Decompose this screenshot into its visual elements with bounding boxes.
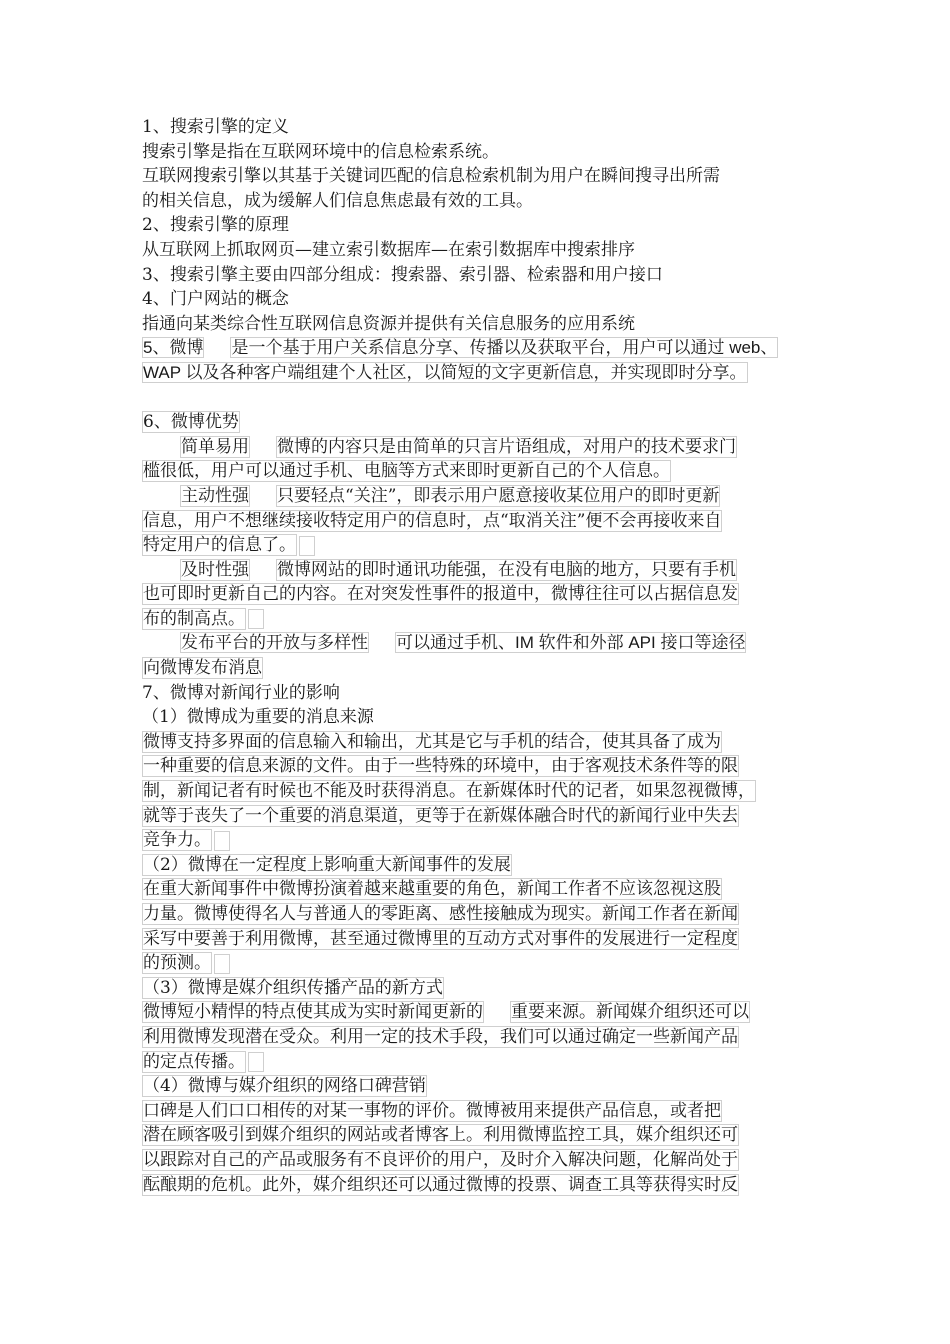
text-line: 的预测。 (143, 953, 211, 974)
subheading-3: （3）微博是媒介组织传播产品的新方式 (143, 977, 443, 998)
subheading-1: （1）微博成为重要的消息来源 (142, 707, 374, 728)
heading-5: 5、微博 (143, 338, 204, 358)
text-line: 以跟踪对自己的产品或服务有不良评价的用户，及时介入解决问题，化解尚处于 (143, 1149, 738, 1170)
text-line-wrapper (142, 1099, 814, 1124)
text-line-wrapper (142, 828, 814, 853)
heading-6: 6、微博优势 (143, 412, 239, 433)
text-line-wrapper (142, 1000, 814, 1025)
text-line-wrapper (142, 730, 814, 755)
text-line: 微博短小精悍的特点使其成为实时新闻更新的 (143, 1002, 483, 1023)
advantage-line (142, 435, 814, 460)
text-line-wrapper (142, 1025, 814, 1050)
text-line: 重要来源。新闻媒介组织还可以 (511, 1002, 749, 1023)
heading-3: 3、搜索引擎主要由四部分组成：搜索器、索引器、检索器和用户接口 (142, 264, 663, 285)
heading-4: 4、门户网站的概念 (142, 289, 289, 310)
text-line: 只要轻点“关注”，即表示用户愿意接收某位用户的即时更新 (277, 485, 720, 506)
advantage-line (142, 484, 814, 509)
advantage-label: 主动性强 (181, 485, 249, 506)
text-line-wrapper (142, 533, 814, 558)
text-line: 指通向某类综合性互联网信息资源并提供有关信息服务的应用系统 (142, 313, 635, 334)
heading-2: 2、搜索引擎的原理 (142, 215, 289, 236)
text-line-wrapper (142, 779, 814, 804)
text-line: 力量。微博使得名人与普通人的零距离、感性接触成为现实。新闻工作者在新闻 (143, 904, 738, 924)
text-line: 微博的内容只是由简单的只言片语组成，对用户的技术要求门 (277, 436, 736, 457)
subheading-2: （2）微博在一定程度上影响重大新闻事件的发展 (143, 854, 511, 875)
text-line: 在重大新闻事件中微博扮演着越来越重要的角色，新闻工作者不应该忽视这股 (143, 879, 721, 900)
text-line-wrapper (142, 1148, 814, 1173)
text-line: 从互联网上抓取网页—建立索引数据库—在索引数据库中搜索排序 (142, 239, 635, 260)
text-line: 搜索引擎是指在互联网环境中的信息检索系统。 (142, 141, 499, 162)
text-line: 利用微博发现潜在受众。利用一定的技术手段，我们可以通过确定一些新闻产品 (143, 1026, 738, 1047)
text-line: 一种重要的信息来源的文件。由于一些特殊的环境中，由于客观技术条件等的限 (143, 756, 738, 777)
text-line: 特定用户的信息了。 (143, 535, 296, 556)
subheading-wrapper (142, 705, 814, 730)
text-line-wrapper (142, 459, 814, 484)
advantage-label: 及时性强 (181, 559, 249, 580)
document-page (142, 115, 814, 1197)
text-line: 口碑是人们口口相传的对某一事物的评价。微博被用来提供产品信息，或者把 (143, 1100, 721, 1121)
text-line: 的定点传播。 (143, 1051, 245, 1072)
subheading-wrapper (142, 976, 814, 1001)
text-line: 也可即时更新自己的内容。在对突发性事件的报道中，微博往往可以占据信息发 (143, 584, 738, 605)
text-line-wrapper (142, 804, 814, 829)
text-line: 布的制高点。 (143, 608, 245, 629)
text-line: 制，新闻记者有时候也不能及时获得消息。在新媒体时代的记者，如果忽视微博， (143, 781, 755, 802)
text-line: 酝酿期的危机。此外，媒介组织还可以通过微博的投票、调查工具等获得实时反 (143, 1174, 738, 1195)
text-line: 向微博发布消息 (143, 658, 262, 679)
advantage-line (142, 558, 814, 583)
subheading-wrapper (142, 853, 814, 878)
heading-6-wrapper (142, 410, 814, 435)
subheading-wrapper (142, 1074, 814, 1099)
text-line-wrapper (142, 1123, 814, 1148)
text-line: 是一个基于用户关系信息分享、传播以及获取平台，用户可以通过 web、 (231, 338, 778, 358)
text-line-wrapper (142, 509, 814, 534)
text-line: 潜在顾客吸引到媒介组织的网站或者博客上。利用微博监控工具，媒介组织还可 (143, 1125, 738, 1146)
weibo-definition-line (142, 336, 814, 361)
advantage-line (142, 631, 814, 656)
text-line-wrapper (142, 1173, 814, 1198)
heading-7: 7、微博对新闻行业的影响 (142, 682, 340, 703)
text-line: 信息，用户不想继续接收特定用户的信息时，点“取消关注”便不会再接收来自 (143, 510, 722, 531)
text-line-wrapper (142, 754, 814, 779)
heading-1: 1、搜索引擎的定义 (142, 117, 289, 137)
text-line: 竞争力。 (143, 830, 211, 851)
text-line-wrapper (142, 607, 814, 632)
text-line: WAP 以及各种客户端组建个人社区，以简短的文字更新信息，并实现即时分享。 (143, 362, 747, 382)
blank-line (142, 386, 814, 411)
text-line-wrapper (142, 902, 814, 927)
text-line: 就等于丧失了一个重要的消息渠道，更等于在新媒体融合时代的新闻行业中失去 (143, 805, 738, 826)
text-line: 微博网站的即时通讯功能强，在没有电脑的地方，只要有手机 (277, 559, 736, 580)
text-line: 的相关信息，成为缓解人们信息焦虑最有效的工具。 (142, 190, 533, 211)
advantage-label: 发布平台的开放与多样性 (181, 633, 368, 653)
text-line: 微博支持多界面的信息输入和输出，尤其是它与手机的结合，使其具备了成为 (143, 731, 721, 752)
text-line: 采写中要善于利用微博，甚至通过微博里的互动方式对事件的发展进行一定程度 (143, 928, 738, 949)
text-line-wrapper (142, 951, 814, 976)
text-line: 互联网搜索引擎以其基于关键词匹配的信息检索机制为用户在瞬间搜寻出所需 (142, 166, 720, 187)
text-line-wrapper (142, 927, 814, 952)
text-line-wrapper (142, 582, 814, 607)
text-line-wrapper (142, 656, 814, 681)
text-line-wrapper (142, 877, 814, 902)
text-line: 可以通过手机、IM 软件和外部 API 接口等途径 (396, 633, 746, 653)
text-line: 槛很低，用户可以通过手机、电脑等方式来即时更新自己的个人信息。 (143, 461, 670, 482)
text-line-wrapper (142, 361, 814, 386)
subheading-4: （4）微博与媒介组织的网络口碑营销 (143, 1076, 426, 1097)
text-line-wrapper (142, 1050, 814, 1075)
advantage-label: 简单易用 (181, 436, 249, 457)
